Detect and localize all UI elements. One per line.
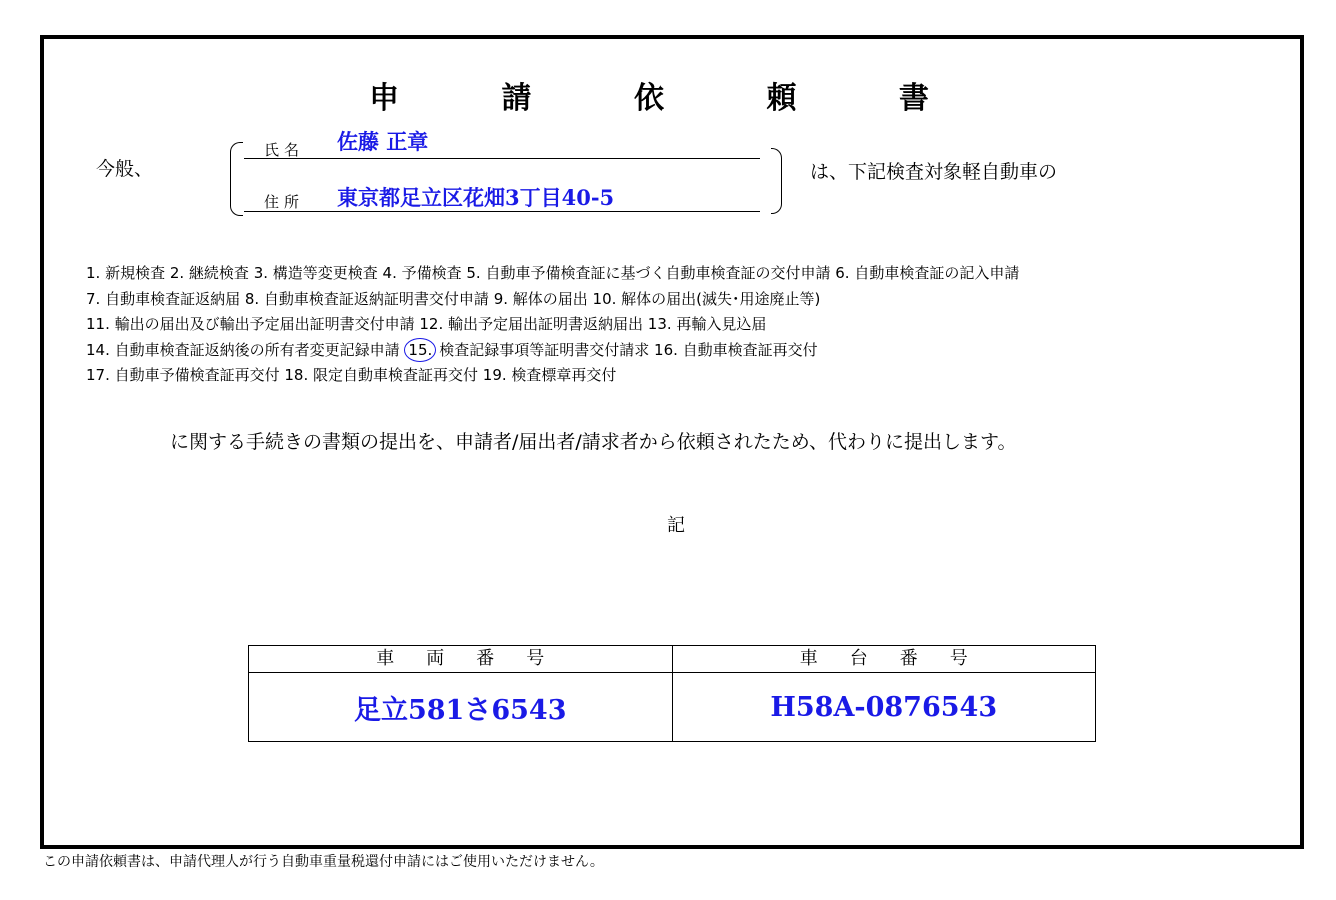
footer-note: この申請依頼書は、申請代理人が行う自動車重量税還付申請にはご使用いただけません。 — [43, 854, 604, 870]
chassis-number-header: 車台番号 — [672, 646, 1096, 673]
procedure-line — [86, 338, 1019, 364]
submission-statement: に関する手続きの書類の提出を、申請者/届出者/請求者から依頼されたため、代わりに提出します。 — [170, 431, 1017, 453]
vehicle-target-text: は、下記検査対象軽自動車の — [810, 161, 1058, 183]
address-label: 住所 — [264, 193, 305, 211]
name-value: 佐藤 正章 — [337, 129, 429, 154]
right-bracket — [771, 148, 782, 214]
procedure-line: 17. 自動車予備検査証再交付 18. 限定自動車検査証再交付 19. 検査標章再交付 — [86, 366, 617, 384]
procedure-line: 1. 新規検査 2. 継続検査 3. 構造等変更検査 4. 予備検査 5. 自動車予備検査証に基づく自動車検査証の交付申請 6. 自動車検査証の記入申請 — [86, 264, 1020, 282]
procedure-line: 11. 輸出の届出及び輸出予定届出証明書交付申請 12. 輸出予定届出証明書返納届出 13. 再輸入見込届 — [86, 315, 767, 333]
selected-procedure-circle: 15. — [404, 338, 436, 362]
procedure-line: 7. 自動車検査証返納届 8. 自動車検査証返納証明書交付申請 9. 解体の届出 10. 解体の届出(滅失･用途廃止等) — [86, 289, 821, 308]
left-bracket — [230, 142, 243, 216]
name-label: 氏名 — [264, 141, 305, 159]
vehicle-table — [248, 645, 1096, 742]
name-underline — [244, 158, 760, 159]
ki-heading: 記 — [667, 515, 685, 536]
document-title: 申 請 依 頼 書 — [369, 81, 975, 116]
procedure-text: 14. 自動車検査証返納後の所有者変更記録申請 — [86, 340, 405, 359]
intro-text: 今般、 — [96, 158, 154, 180]
vehicle-number-value: 足立581さ6543 — [249, 673, 673, 742]
procedure-list — [86, 261, 1019, 389]
procedure-text: 検査記録事項等証明書交付請求 16. 自動車検査証再交付 — [439, 340, 818, 359]
chassis-number-value: H58A-0876543 — [672, 673, 1096, 742]
form-frame — [40, 35, 1304, 849]
vehicle-number-header: 車両番号 — [249, 646, 673, 673]
address-underline — [244, 211, 760, 212]
address-value: 東京都足立区花畑3丁目40-5 — [337, 185, 615, 210]
